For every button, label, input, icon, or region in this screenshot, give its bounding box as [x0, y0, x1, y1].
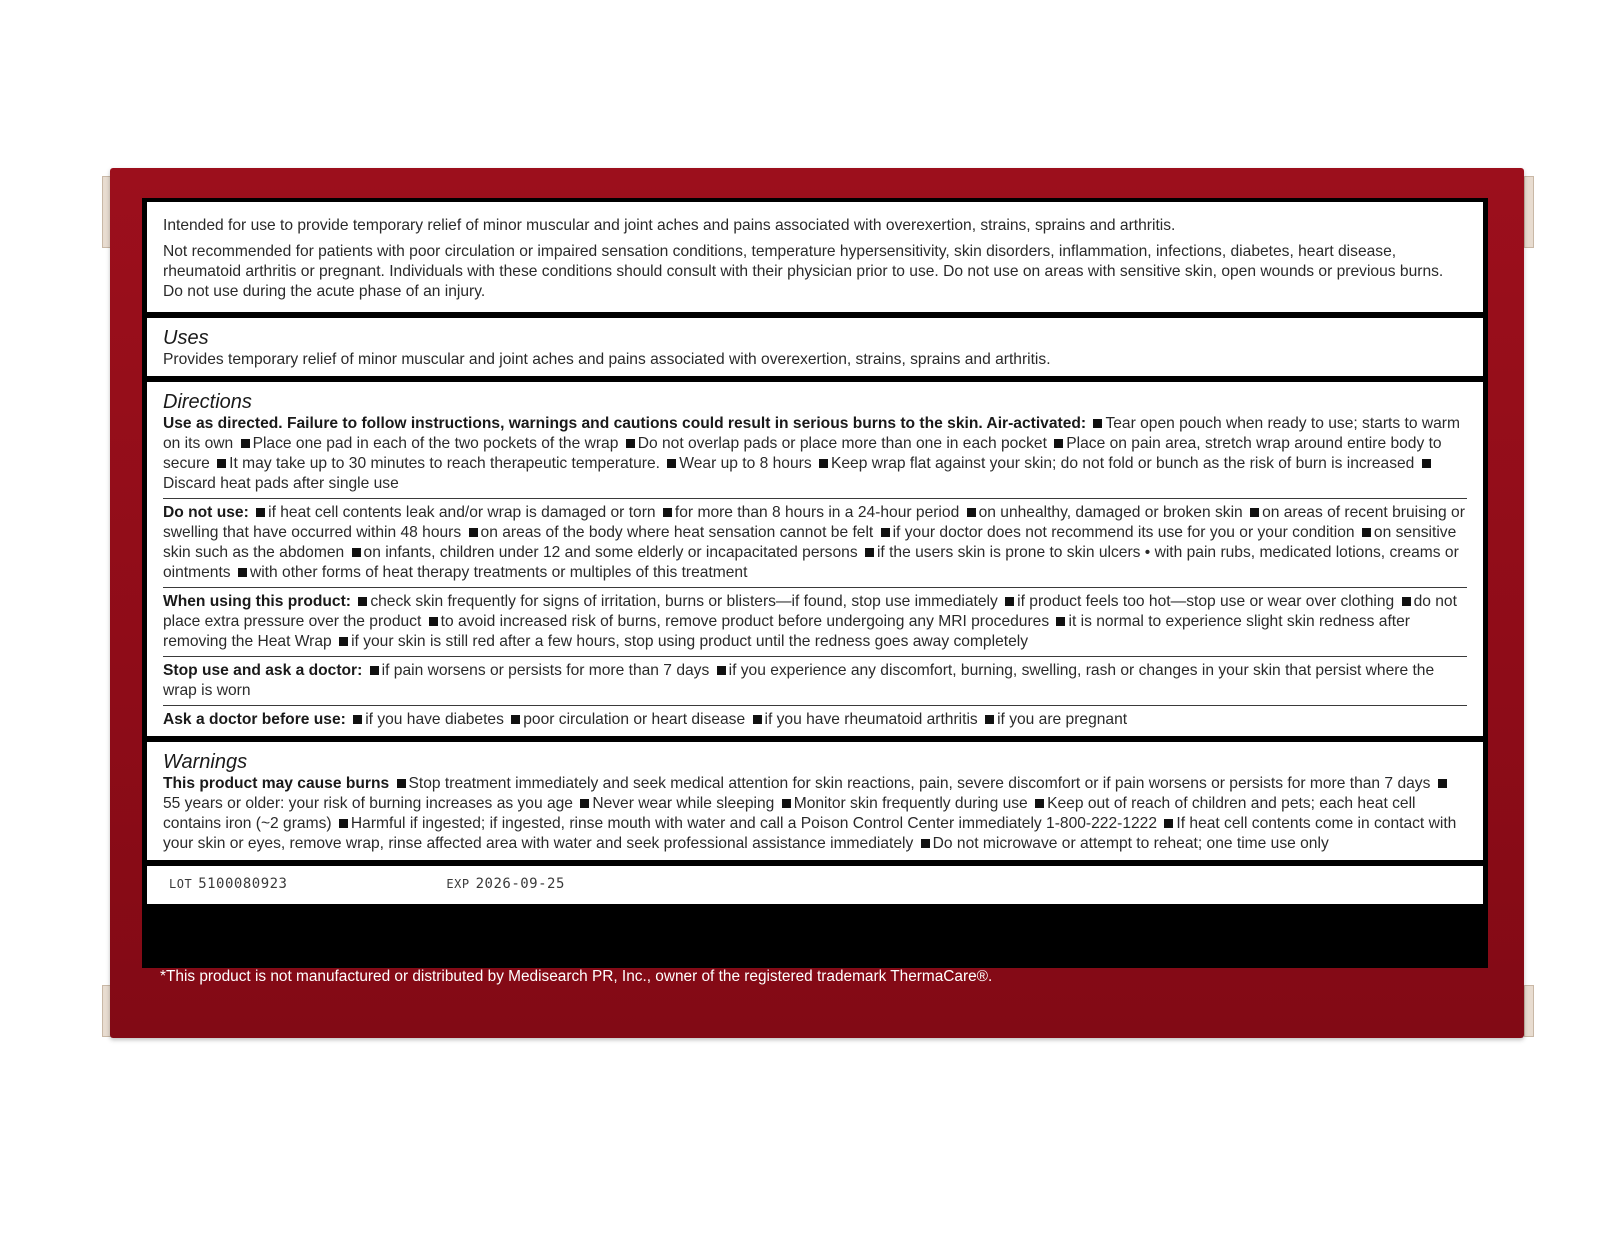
uses-section — [147, 318, 1483, 376]
list-item: if pain worsens or persists for more than 7 days — [381, 662, 710, 679]
warnings-lead: This product may cause burns — [163, 775, 390, 792]
stop-use-block — [163, 656, 1467, 701]
list-item: Tear open pouch when ready to use; starts to warm on its own — [163, 415, 1460, 452]
square-bullet-icon — [580, 799, 589, 808]
when-using-items — [163, 593, 1457, 650]
list-item: Do not overlap pads or place more than one in each pocket — [637, 435, 1047, 452]
square-bullet-icon — [397, 779, 406, 788]
list-item: if product feels too hot—stop use or wear over clothing — [1017, 593, 1395, 610]
drug-facts-panel — [142, 198, 1488, 968]
ask-doctor-items — [350, 711, 1127, 728]
list-item: It may take up to 30 minutes to reach therapeutic temperature. — [229, 455, 660, 472]
intro-section — [147, 202, 1483, 312]
list-item: do not place extra pressure over the product — [163, 593, 1457, 630]
list-item: for more than 8 hours in a 24-hour period — [674, 504, 960, 521]
list-item: on infants, children under 12 and some elderly or incapacitated persons — [363, 544, 858, 561]
warnings-block — [163, 774, 1467, 854]
do-not-use-lead: Do not use: — [163, 504, 249, 521]
list-item: Monitor skin frequently during use — [793, 795, 1028, 812]
intro-paragraph-1: Intended for use to provide temporary relief of minor muscular and joint aches and pains associated with overexertion, strains, sprains and arthritis. — [163, 217, 1176, 234]
product-box-back — [110, 168, 1524, 1038]
list-item: Wear up to 8 hours — [679, 455, 812, 472]
square-bullet-icon — [1438, 779, 1447, 788]
list-item: with other forms of heat therapy treatments or multiples of this treatment — [249, 564, 748, 581]
square-bullet-icon — [1362, 528, 1371, 537]
directions-lead: Use as directed. Failure to follow instructions, warnings and cautions could result in serious burns to the skin. Air-activated: — [163, 415, 1087, 432]
list-item: if you experience any discomfort, burning, swelling, rash or changes in your skin that persist where the wrap is worn — [163, 662, 1435, 699]
list-item: on areas of the body where heat sensation cannot be felt — [480, 524, 874, 541]
box-flap-top-right — [1524, 176, 1534, 248]
uses-heading: Uses — [163, 327, 209, 349]
stop-use-lead: Stop use and ask a doctor: — [163, 662, 363, 679]
list-item: poor circulation or heart disease — [523, 711, 746, 728]
ask-doctor-lead: Ask a doctor before use: — [163, 711, 346, 728]
square-bullet-icon — [753, 715, 762, 724]
square-bullet-icon — [429, 617, 438, 626]
list-item: to avoid increased risk of burns, remove product before undergoing any MRI procedures — [440, 613, 1050, 630]
square-bullet-icon — [663, 508, 672, 517]
square-bullet-icon — [1005, 597, 1014, 606]
list-item: on areas of recent bruising or swelling that have occurred within 48 hours — [163, 504, 1465, 541]
list-item: if you have diabetes — [365, 711, 504, 728]
square-bullet-icon — [469, 528, 478, 537]
exp-label: EXP — [446, 877, 470, 891]
square-bullet-icon — [358, 597, 367, 606]
square-bullet-icon — [1250, 508, 1259, 517]
square-bullet-icon — [1056, 617, 1065, 626]
square-bullet-icon — [370, 666, 379, 675]
list-item: it is normal to experience slight skin redness after removing the Heat Wrap — [163, 613, 1410, 650]
list-item: Do not microwave or attempt to reheat; one time use only — [932, 835, 1329, 852]
warnings-heading: Warnings — [163, 751, 248, 773]
list-item: if heat cell contents leak and/or wrap is damaged or torn — [268, 504, 656, 521]
list-item: Place on pain area, stretch wrap around entire body to secure — [163, 435, 1442, 472]
square-bullet-icon — [819, 459, 828, 468]
intro-paragraph-2: Not recommended for patients with poor circulation or impaired sensation conditions, temperature hypersensitivity, skin disorders, inflammation, infections, diabetes, heart disease, rheumatoid arthritis or pregnant. Individuals with these conditions should consult with their physician prior to use. Do not use on areas with sensitive skin, open wounds or previous burns. Do not use during the acute phase of an injury. — [163, 243, 1444, 300]
square-bullet-icon — [1402, 597, 1411, 606]
list-item: Stop treatment immediately and seek medical attention for skin reactions, pain, severe discomfort or if pain worsens or persists for more than 7 days — [408, 775, 1431, 792]
directions-section — [147, 382, 1483, 736]
warnings-section — [147, 742, 1483, 860]
square-bullet-icon — [865, 548, 874, 557]
list-item: Keep wrap flat against your skin; do not fold or bunch as the risk of burn is increased — [830, 455, 1415, 472]
trademark-disclaimer: *This product is not manufactured or distributed by Medisearch PR, Inc., owner of the registered trademark ThermaCare®. — [160, 968, 993, 985]
square-bullet-icon — [667, 459, 676, 468]
do-not-use-items — [163, 504, 1465, 581]
square-bullet-icon — [1054, 439, 1063, 448]
square-bullet-icon — [1093, 419, 1102, 428]
square-bullet-icon — [238, 568, 247, 577]
exp-value: 2026-09-25 — [475, 876, 565, 892]
list-item: Never wear while sleeping — [592, 795, 775, 812]
square-bullet-icon — [717, 666, 726, 675]
square-bullet-icon — [511, 715, 520, 724]
directions-block — [163, 414, 1467, 494]
list-item: Harmful if ingested; if ingested, rinse mouth with water and call a Poison Control Center immediately 1-800-222-1222 — [350, 815, 1158, 832]
ask-doctor-block — [163, 705, 1467, 730]
list-item: Place one pad in each of the two pockets of the wrap — [252, 435, 619, 452]
lot-value: 5100080923 — [198, 876, 288, 892]
lot-exp-row — [147, 866, 1483, 904]
list-item: if your doctor does not recommend its use for you or your condition — [892, 524, 1355, 541]
square-bullet-icon — [256, 508, 265, 517]
uses-text: Provides temporary relief of minor muscular and joint aches and pains associated with overexertion, strains, sprains and arthritis. — [163, 351, 1051, 368]
square-bullet-icon — [352, 548, 361, 557]
square-bullet-icon — [339, 637, 348, 646]
square-bullet-icon — [782, 799, 791, 808]
list-item: 55 years or older: your risk of burning increases as you age — [163, 795, 573, 812]
when-using-block — [163, 587, 1467, 652]
list-item: if you have rheumatoid arthritis — [764, 711, 978, 728]
list-item: if the users skin is prone to skin ulcers • with pain rubs, medicated lotions, creams or ointments — [163, 544, 1459, 581]
square-bullet-icon — [1035, 799, 1044, 808]
box-flap-bottom-right — [1524, 985, 1534, 1037]
list-item: on unhealthy, damaged or broken skin — [978, 504, 1243, 521]
do-not-use-block — [163, 498, 1467, 583]
square-bullet-icon — [1164, 819, 1173, 828]
square-bullet-icon — [626, 439, 635, 448]
square-bullet-icon — [967, 508, 976, 517]
list-item: on sensitive skin such as the abdomen — [163, 524, 1457, 561]
directions-heading: Directions — [163, 391, 252, 413]
list-item: check skin frequently for signs of irritation, burns or blisters—if found, stop use immediately — [370, 593, 998, 610]
square-bullet-icon — [353, 715, 362, 724]
lot-label: LOT — [169, 877, 193, 891]
square-bullet-icon — [1422, 459, 1431, 468]
square-bullet-icon — [985, 715, 994, 724]
list-item: Keep out of reach of children and pets; each heat cell contains iron (~2 grams) — [163, 795, 1416, 832]
list-item: if you are pregnant — [997, 711, 1128, 728]
square-bullet-icon — [217, 459, 226, 468]
list-item: Discard heat pads after single use — [163, 475, 399, 492]
square-bullet-icon — [339, 819, 348, 828]
square-bullet-icon — [241, 439, 250, 448]
when-using-lead: When using this product: — [163, 593, 351, 610]
square-bullet-icon — [881, 528, 890, 537]
list-item: If heat cell contents come in contact with your skin or eyes, remove wrap, rinse affected area with water and seek professional assistance immediately — [163, 815, 1457, 852]
square-bullet-icon — [921, 839, 930, 848]
list-item: if your skin is still red after a few hours, stop using product until the redness goes away completely — [351, 633, 1029, 650]
